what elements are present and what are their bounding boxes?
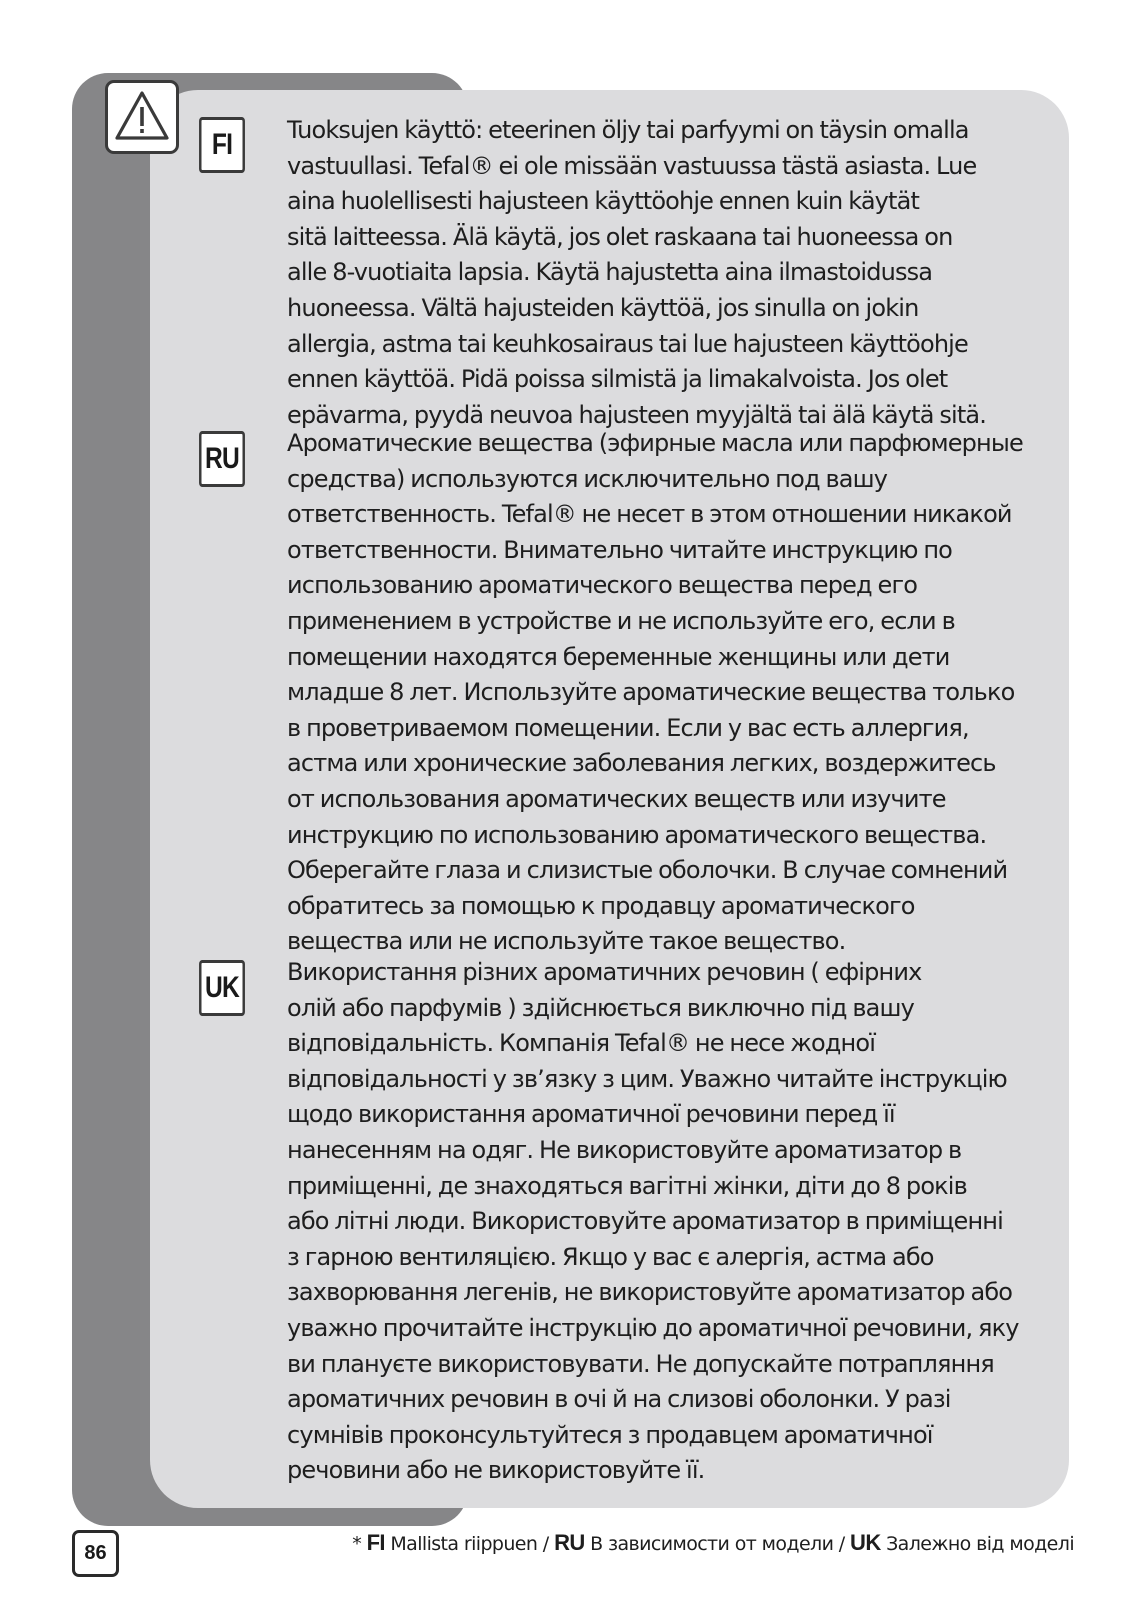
lang-badge-uk: UK: [199, 960, 245, 1016]
text-line: Використання різних ароматичних речовин ( ефірних: [287, 958, 922, 986]
footer-separator: /: [542, 1533, 549, 1555]
text-line: відповідальності у зв’язку з цим. Уважно читайте інструкцію: [287, 1064, 1007, 1093]
section-ru-text: [287, 426, 1067, 960]
footer-fi-text: Mallista riippuen: [390, 1533, 538, 1555]
text-line: захворювання легенів, не використовуйте ароматизатор або: [287, 1278, 1013, 1307]
text-line: allergia, astma tai keuhkosairaus tai lue hajusteen käyttöohje: [287, 329, 968, 358]
text-line: речовини або не використовуйте її.: [287, 1456, 705, 1485]
lang-badge-ru: RU: [199, 431, 245, 487]
footer-ru-text: В зависимости от модели: [590, 1533, 834, 1555]
page-number: 86: [72, 1530, 119, 1577]
section-uk-text: [287, 955, 1067, 1489]
text-line: vastuullasi. Tefal® ei ole missään vastuussa tästä asiasta. Lue: [287, 151, 977, 180]
warning-triangle-icon: [113, 88, 171, 146]
text-line: ennen käyttöä. Pidä poissa silmistä ja limakalvoista. Jos olet: [287, 365, 948, 394]
text-line: Tuoksujen käyttö: eteerinen öljy tai parfyymi on täysin omalla: [287, 116, 969, 144]
text-line: huoneessa. Vältä hajusteiden käyttöä, jos sinulla on jokin: [287, 293, 919, 322]
footer-fi-code: FI: [366, 1530, 385, 1555]
text-line: олій або парфумів ) здійснюється виключно під вашу: [287, 993, 914, 1022]
warning-box: [105, 80, 179, 154]
text-line: помещении находятся беременные женщины или дети: [287, 642, 950, 671]
text-line: средства) используются исключительно под вашу: [287, 464, 888, 493]
text-line: або літні люди. Використовуйте ароматизатор в приміщенні: [287, 1207, 1003, 1236]
text-line: Ароматические вещества (эфирные масла или парфюмерные: [287, 429, 1023, 457]
text-line: обратитесь за помощью к продавцу ароматического: [287, 891, 915, 920]
text-line: aina huolellisesti hajusteen käyttöohje ennen kuin käytät: [287, 187, 920, 216]
text-line: нанесенням на одяг. Не використовуйте ароматизатор в: [287, 1135, 962, 1164]
text-line: Оберегайте глаза и слизистые оболочки. В случае сомнений: [287, 856, 1008, 885]
text-line: з гарною вентиляцією. Якщо у вас є алергія, астма або: [287, 1242, 934, 1271]
text-line: ответственности. Внимательно читайте инструкцию по: [287, 535, 953, 564]
text-line: сумнівів проконсультуйтеся з продавцем ароматичної: [287, 1420, 933, 1449]
text-line: младше 8 лет. Используйте ароматические вещества только: [287, 678, 1015, 707]
footer-uk-code: UK: [850, 1530, 881, 1555]
text-line: sitä laitteessa. Älä käytä, jos olet raskaana tai huoneessa on: [287, 222, 953, 251]
text-line: астма или хронические заболевания легких, воздержитесь: [287, 749, 996, 778]
footer-asterisk: *: [352, 1533, 362, 1555]
text-line: вещества или не используйте такое вещество.: [287, 927, 846, 956]
footer-uk-text: Залежно від моделі: [886, 1533, 1074, 1555]
footer-model-note: [352, 1530, 1074, 1556]
section-fi-text: [287, 113, 1067, 433]
text-line: щодо використання ароматичної речовини перед її: [287, 1100, 895, 1129]
lang-badge-fi: FI: [199, 117, 245, 173]
text-line: alle 8-vuotiaita lapsia. Käytä hajustetta aina ilmastoidussa: [287, 258, 933, 287]
text-line: использованию ароматического вещества перед его: [287, 571, 918, 600]
footer-separator: /: [838, 1533, 845, 1555]
text-line: ароматичних речовин в очі й на слизові оболонки. У разі: [287, 1385, 951, 1414]
text-line: от использования ароматических веществ или изучите: [287, 784, 946, 813]
footer-ru-code: RU: [554, 1530, 585, 1555]
text-line: приміщенні, де знаходяться вагітні жінки, діти до 8 років: [287, 1171, 967, 1200]
text-line: ви плануєте використовувати. Не допускайте потрапляння: [287, 1349, 994, 1378]
text-line: инструкцию по использованию ароматического вещества.: [287, 820, 987, 849]
text-line: применением в устройстве и не используйте его, если в: [287, 606, 955, 635]
text-line: відповідальність. Компанія Tefal® не несе жодної: [287, 1029, 876, 1058]
text-line: epävarma, pyydä neuvoa hajusteen myyjältä tai älä käytä sitä.: [287, 400, 987, 429]
text-line: в проветриваемом помещении. Если у вас есть аллергия,: [287, 713, 969, 742]
text-line: ответственность. Tefal® не несет в этом отношении никакой: [287, 500, 1012, 529]
text-line: уважно прочитайте інструкцію до ароматичної речовини, яку: [287, 1313, 1019, 1342]
